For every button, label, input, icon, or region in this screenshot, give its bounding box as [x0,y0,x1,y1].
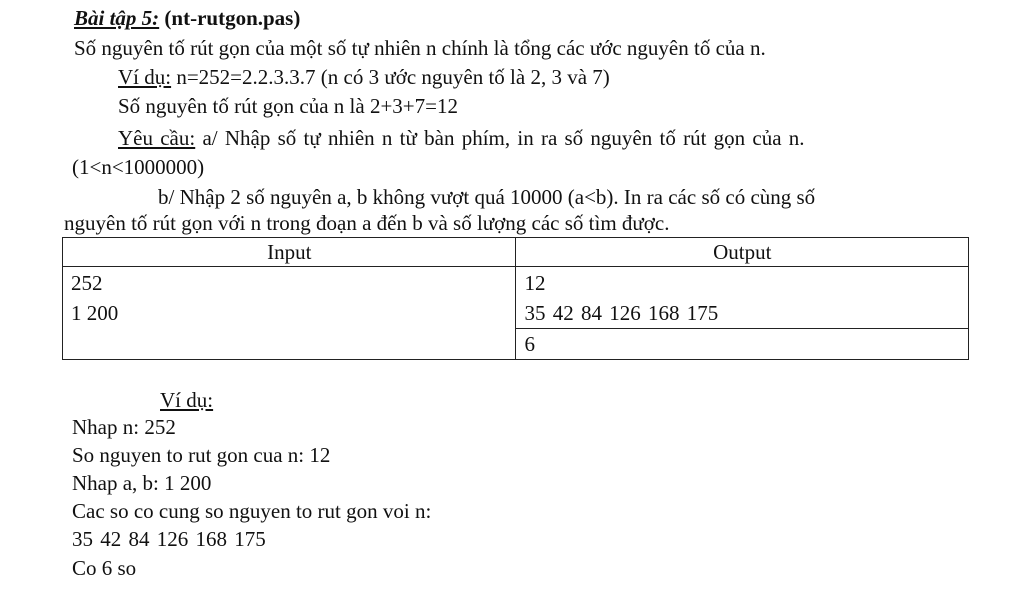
requirement-b-line2: nguyên tố rút gọn với n trong đoạn a đến b và số lượng các số tìm được. [64,211,670,235]
requirement-a-text: a/ Nhập số tự nhiên n từ bàn phím, in ra số nguyên tố rút gọn của n. [202,126,805,150]
sample-run-label: Ví dụ: [160,388,214,412]
requirement-a [118,124,805,152]
example-line [118,63,610,91]
requirement-label: Yêu cầu: [118,126,196,150]
input-header: Input [63,238,516,267]
example-label: Ví dụ: [118,65,172,89]
output-cell [516,267,969,360]
input-line: 252 [71,271,103,295]
sample-run-line: Nhap n: 252 [72,415,176,439]
sample-run-line: So nguyen to rut gon cua n: 12 [72,443,331,467]
output-line: 12 [524,271,546,295]
exercise-title [74,4,300,32]
sample-run-line: 35 42 84 126 168 175 [72,527,266,551]
io-table-row [63,267,969,360]
output-header: Output [516,238,969,267]
exercise-title-label: Bài tập 5: [74,6,160,30]
sample-run-line: Nhap a, b: 1 200 [72,471,212,495]
example-result: Số nguyên tố rút gọn của n là 2+3+7=12 [118,94,458,118]
example-text: n=252=2.2.3.3.7 (n có 3 ước nguyên tố là 2, 3 và 7) [176,65,610,89]
input-line: 1 200 [71,301,119,325]
output-line: 35 42 84 126 168 175 [524,301,719,325]
sample-run-line: Cac so co cung so nguyen to rut gon voi n: [72,499,432,523]
sample-run-line: Co 6 so [72,556,137,580]
requirement-a-range: (1<n<1000000) [72,155,205,179]
exercise-filename: (nt-rutgon.pas) [164,6,301,30]
input-cell [63,267,516,360]
requirement-b-line1: b/ Nhập 2 số nguyên a, b không vượt quá 10000 (a<b). In ra các số có cùng số [158,185,816,209]
definition-text: Số nguyên tố rút gọn của một số tự nhiên n chính là tổng các ước nguyên tố của n. [74,36,766,60]
io-table-header-row [63,238,969,267]
output-line: 6 [516,328,968,359]
io-table [62,237,969,360]
